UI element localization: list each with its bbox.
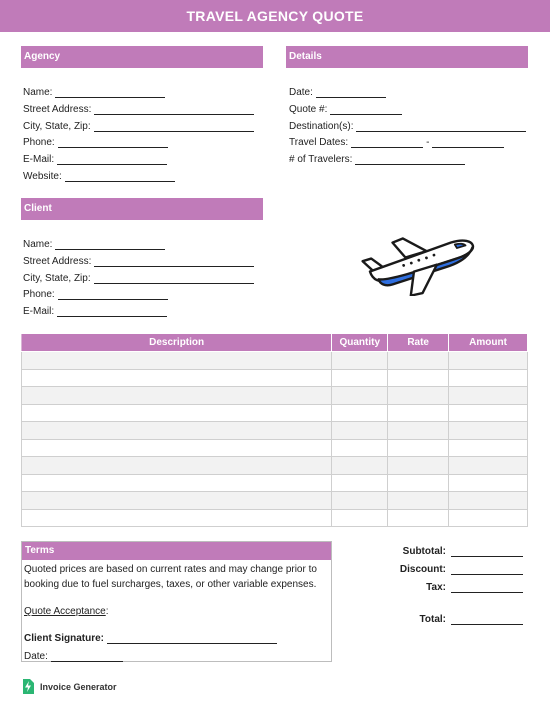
description-cell[interactable] (22, 369, 332, 387)
items-header-row (22, 334, 528, 352)
quantity-cell[interactable] (332, 352, 388, 370)
rate-cell[interactable] (388, 422, 449, 440)
quantity-cell[interactable] (332, 457, 388, 475)
table-row (22, 387, 528, 405)
totals-block (360, 542, 523, 625)
amount-cell[interactable] (449, 404, 528, 422)
rate-cell[interactable] (388, 509, 449, 527)
quantity-cell[interactable] (332, 387, 388, 405)
description-cell[interactable] (22, 457, 332, 475)
amount-cell[interactable] (449, 387, 528, 405)
rate-cell[interactable] (388, 369, 449, 387)
details-destination-label: Destination(s): (289, 120, 354, 132)
discount-label: Discount: (399, 564, 446, 575)
details-quote-field[interactable] (289, 101, 529, 115)
quantity-cell[interactable] (332, 474, 388, 492)
quantity-cell[interactable] (332, 492, 388, 510)
details-date-label: Date: (289, 87, 313, 98)
agency-website-line[interactable] (65, 172, 175, 182)
client-signature-line[interactable] (107, 634, 277, 644)
amount-cell[interactable] (449, 457, 528, 475)
table-row (22, 457, 528, 475)
table-row (22, 509, 528, 527)
client-phone-field[interactable] (23, 286, 263, 300)
agency-email-label: E-Mail: (23, 154, 55, 166)
agency-phone-line[interactable] (58, 138, 168, 148)
client-city-label: City, State, Zip: (23, 272, 91, 284)
tax-row[interactable] (360, 578, 523, 593)
agency-website-field[interactable] (23, 168, 263, 182)
description-cell[interactable] (22, 492, 332, 510)
discount-line[interactable] (451, 565, 523, 575)
travel-end-line[interactable] (432, 138, 504, 148)
amount-cell[interactable] (449, 352, 528, 370)
terms-date-field[interactable] (22, 648, 331, 662)
subtotal-line[interactable] (451, 547, 523, 557)
description-cell[interactable] (22, 439, 332, 457)
agency-city-line[interactable] (94, 122, 254, 132)
description-cell[interactable] (22, 387, 332, 405)
terms-date-line[interactable] (51, 652, 123, 662)
details-section-header: Details (286, 46, 528, 68)
lightning-document-icon (22, 679, 34, 694)
terms-box (21, 541, 332, 662)
client-name-field[interactable] (23, 236, 263, 250)
client-email-line[interactable] (57, 307, 167, 317)
agency-city-label: City, State, Zip: (23, 120, 91, 132)
table-row (22, 422, 528, 440)
details-travelers-line[interactable] (355, 155, 465, 165)
details-travelers-field[interactable] (289, 151, 529, 165)
tax-line[interactable] (451, 583, 523, 593)
amount-cell[interactable] (449, 509, 528, 527)
details-quote-line[interactable] (330, 105, 402, 115)
items-table (21, 333, 528, 527)
client-signature-label: Client Signature: (24, 633, 105, 644)
client-street-label: Street Address: (23, 255, 92, 267)
col-amount-header: Amount (449, 334, 528, 352)
quantity-cell[interactable] (332, 509, 388, 527)
client-street-line[interactable] (94, 257, 254, 267)
client-phone-label: Phone: (23, 289, 55, 301)
details-date-field[interactable] (289, 84, 529, 98)
agency-email-field[interactable] (23, 151, 263, 165)
footer-brand-text: Invoice Generator (40, 681, 117, 692)
agency-email-line[interactable] (57, 155, 167, 165)
description-cell[interactable] (22, 352, 332, 370)
client-signature-field[interactable] (22, 630, 331, 644)
amount-cell[interactable] (449, 369, 528, 387)
agency-street-field[interactable] (23, 101, 263, 115)
total-line[interactable] (451, 615, 523, 625)
details-fields (289, 84, 529, 165)
client-city-field[interactable] (23, 270, 263, 284)
description-cell[interactable] (22, 474, 332, 492)
airplane-icon (355, 226, 481, 296)
quantity-cell[interactable] (332, 422, 388, 440)
terms-date-label: Date: (24, 651, 48, 662)
agency-name-line[interactable] (55, 88, 165, 98)
agency-section-header: Agency (21, 46, 263, 68)
client-email-field[interactable] (23, 303, 263, 317)
col-rate-header: Rate (388, 334, 449, 352)
document-title: TRAVEL AGENCY QUOTE (0, 0, 550, 32)
quantity-cell[interactable] (332, 369, 388, 387)
quote-acceptance-colon: : (105, 606, 109, 617)
quote-acceptance (22, 604, 331, 619)
client-email-label: E-Mail: (23, 306, 55, 318)
details-travelers-label: # of Travelers: (289, 154, 353, 166)
col-quantity-header: Quantity (332, 334, 388, 352)
client-section-header: Client (21, 198, 263, 220)
amount-cell[interactable] (449, 422, 528, 440)
details-destination-field[interactable] (289, 118, 529, 132)
rate-cell[interactable] (388, 404, 449, 422)
description-cell[interactable] (22, 509, 332, 527)
agency-phone-label: Phone: (23, 137, 55, 149)
agency-phone-field[interactable] (23, 134, 263, 148)
details-quote-label: Quote #: (289, 103, 328, 115)
agency-website-label: Website: (23, 170, 62, 182)
agency-fields (23, 84, 263, 182)
description-cell[interactable] (22, 422, 332, 440)
table-row (22, 474, 528, 492)
rate-cell[interactable] (388, 474, 449, 492)
amount-cell[interactable] (449, 474, 528, 492)
table-row (22, 439, 528, 457)
footer-brand[interactable] (22, 679, 117, 694)
agency-street-line[interactable] (94, 105, 254, 115)
quote-acceptance-label: Quote Acceptance (24, 606, 106, 617)
discount-row[interactable] (360, 560, 523, 575)
terms-text: Quoted prices are based on current rates and may change prior to booking due to fuel surcharges, taxes, or other variable expenses. (24, 564, 317, 590)
table-row (22, 404, 528, 422)
details-destination-line[interactable] (356, 122, 526, 132)
rate-cell[interactable] (388, 439, 449, 457)
table-row (22, 352, 528, 370)
agency-street-label: Street Address: (23, 103, 92, 115)
amount-cell[interactable] (449, 439, 528, 457)
subtotal-row[interactable] (360, 542, 523, 557)
rate-cell[interactable] (388, 387, 449, 405)
client-name-line[interactable] (55, 240, 165, 250)
details-travel-dates-label: Travel Dates: (289, 137, 349, 149)
rate-cell[interactable] (388, 492, 449, 510)
client-street-field[interactable] (23, 253, 263, 267)
client-phone-line[interactable] (58, 290, 168, 300)
agency-name-label: Name: (23, 87, 53, 98)
travel-start-line[interactable] (351, 138, 423, 148)
total-row[interactable] (360, 610, 523, 625)
total-label: Total: (419, 614, 446, 625)
details-travel-dates-field[interactable] (289, 134, 529, 148)
subtotal-label: Subtotal: (402, 546, 446, 557)
rate-cell[interactable] (388, 352, 449, 370)
details-date-line[interactable] (316, 88, 386, 98)
agency-name-field[interactable] (23, 84, 263, 98)
travel-dates-separator: - (426, 137, 430, 149)
tax-label: Tax: (426, 582, 446, 593)
client-name-label: Name: (23, 239, 53, 250)
client-fields (23, 236, 263, 317)
table-row (22, 492, 528, 510)
quantity-cell[interactable] (332, 439, 388, 457)
table-row (22, 369, 528, 387)
description-cell[interactable] (22, 404, 332, 422)
agency-city-field[interactable] (23, 118, 263, 132)
quantity-cell[interactable] (332, 404, 388, 422)
amount-cell[interactable] (449, 492, 528, 510)
col-description-header: Description (22, 334, 332, 352)
terms-header: Terms (22, 542, 331, 560)
client-city-line[interactable] (94, 274, 254, 284)
rate-cell[interactable] (388, 457, 449, 475)
